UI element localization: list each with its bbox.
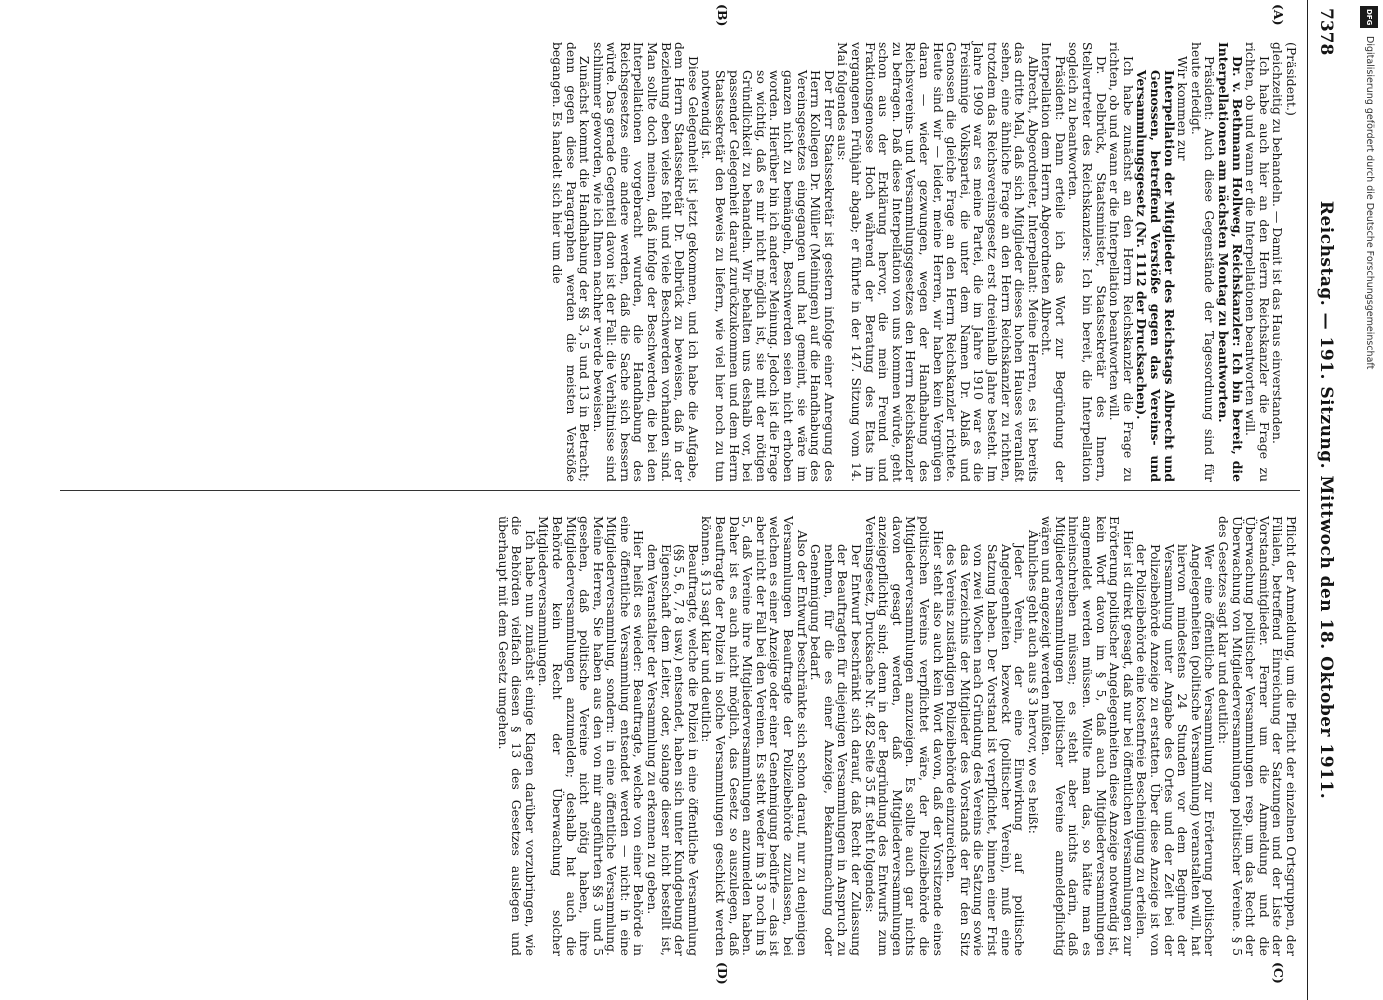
paragraph: Präsident: Auch diese Gegenstände der Tagesordnung sind für heute erledigt.: [1188, 42, 1218, 482]
column-divider: [60, 490, 1300, 491]
paragraph: Hier ist direkt gesagt, daß nur bei öffentlichen Versammlungen zur Erörterung politischer Angelegenheiten diese Anzeige notwendig ist, kein Wort davon im § 5, daß auch Mitgliederversammlungen angemeldet werden müssen. Wollte man das, so hätte man es hineinschreiben müssen; es steht aber nichts darin, daß Mitgliederversammlungen politischer Vereine anmeldepflichtig wären und angezeigt werden müßten.: [1039, 516, 1136, 956]
speaker-paragraph: Dr. v. Bethmann Hollweg, Reichskanzler: Ich bin bereit, die Interpellationen am nächsten Montag zu beantworten.: [1216, 42, 1245, 482]
paragraph: gleichzeitig zu behandeln. — Damit ist das Haus einverstanden.: [1270, 42, 1286, 444]
dfg-logo: DFG: [1360, 6, 1378, 28]
paragraph: Ich habe nun zunächst einige Klagen darüber vorzubringen, wie die Behörden vielfach diesen § 13 des Gesetzes auslegen und überhaupt mit dem Gesetz umgehen.: [495, 516, 538, 956]
margin-marker-a: (A): [1271, 4, 1286, 26]
paragraph: Präsident: Dann erteile ich das Wort zur Begründung der Interpellation dem Herrn Abgeordneten Albrecht.: [1039, 42, 1068, 482]
paragraph: Pflicht der Anmeldung, um die Pflicht der einzelnen Ortsgruppen, der Filialen, betreffend Einreichung der Satzungen und der Liste der Vorstandsmitglieder. Ferner um die Anmeldung und die Überwachung politischer Versammlungen resp. um das Recht der Überwachung von Mitgliederversammlungen politischer Vereine. § 5 des Gesetzes sagt klar und deutlich:: [1216, 516, 1299, 956]
speaker-paragraph: Dr. Delbrück, Staatsminister, Staatssekretär des Innern, Stellvertreter des Reichskanzlers: Ich bin bereit, die Interpellation sogleich zu beantworten.: [1066, 42, 1109, 482]
page-number: 7378: [1316, 8, 1336, 56]
quoted-passage: Der Herr Staatssekretär ist gestern infolge einer Anregung des Herrn Kollegen Dr. Müller (Meiningen) auf die Handhabung des Vereinsgesetzes eingegangen und hat gemeint, sie wäre im ganzen nicht zu bemängeln, Beschwerden seien nicht erhoben worden. Hierüber bin ich anderer Meinung. Jedoch ist die Frage so wichtig, daß es mir nicht möglich ist, sie mit der nötigen Gründlichkeit zu behandeln. Wir behalten uns deshalb vor, bei passender Gelegenheit darauf zurückzukommen und dem Herrn Staatssekretär den Beweis zu liefern, wie viel hier noch zu tun notwendig ist.: [699, 70, 837, 482]
margin-marker-d: (D): [715, 962, 730, 985]
paragraph: (Präsident.): [1284, 42, 1299, 116]
speaker-paragraph: Albrecht, Abgeordneter, Interpellant: Meine Herren, es ist bereits das dritte Mal, daß sich Mitglieder dieses hohen Hauses veranlaßt sehen, eine ähnliche Frage an den Herrn Reichskanzler zu richten, trotzdem das Reichsvereinsgesetz erst dreieinhalb Jahre besteht. Im Jahre 1909 war es meine Partei, die im Jahre 1910 war es die Freisinnige Volkspartei, die unter dem Namen Dr. Ablaß und Genossen die gleiche Frage an den Herrn Reichskanzler richtete. Heute sind wir — leider, meine Herren, wir haben kein Vergnügen daran — wieder gezwungen, wegen der Handhabung des Reichsvereins- und Versammlungsgesetzes den Herrn Reichskanzler zu befragen. Daß diese Interpellation von uns kommen würde, geht schon aus der Erklärung hervor, die mein Freund und Fraktionsgenosse Hoch während der Beratung des Etats im vergangenen Frühjahr abgab; er führte in der 147. Sitzung vom 14. Mai folgendes aus:: [835, 42, 1041, 482]
rotated-page: [42, 0, 1342, 1000]
quoted-passage: Jeder Verein, der eine Einwirkung auf politische Angelegenheiten bezweckt (politischer Verein), muß eine Satzung haben. Der Vorstand ist verpflichtet, binnen einer Frist von zwei Wochen nach Gründung des Vereins die Satzung sowie das Verzeichnis der Mitglieder des Vorstands der für den Sitz des Vereins zuständigen Polizeibehörde einzureichen.: [944, 544, 1028, 956]
paragraph: Hier steht also auch kein Wort davon, daß der Vorsitzende eines politischen Vereins verpflichtet wäre, der Polizeibehörde die Mitgliederversammlungen anzuzeigen. Es sollte auch gar nichts davon gesagt werden, daß Mitgliederversammlungen anzeigepflichtig sind; denn in der Begründung des Entwurfs zum Vereinsgesetz, Drucksache Nr. 482 Seite 35 ff. steht folgendes:: [862, 516, 946, 956]
paragraph: Ich habe zunächst an den Herrn Reichskanzler die Frage zu richten, ob und wann er die Interpellation beantworten will.: [1107, 42, 1136, 482]
digitization-credit: Digitalisierung gefördert durch die Deutsche Forschungsgemeinschaft: [1364, 36, 1375, 370]
header-rule: [1307, 0, 1308, 1000]
paragraph: Hier heißt es wieder: Beauftragte, welche von einer Behörde in eine öffentliche Versammlung entsendet werden — nicht: in eine Mitgliederversammlung, sondern: in eine öffentliche Versammlung. Meine Herren, Sie haben aus den von mir angeführten §§ 3 und 5 gesehen, daß politische Vereine nicht nötig haben, ihre Mitgliederversammlungen anzumelden; deshalb hat auch die Behörde kein Recht der Überwachung solcher Mitgliederversammlungen.: [536, 516, 647, 956]
quoted-passage: Der Entwurf beschränkt sich darauf, daß Recht der Zulassung der Beauftragten für diejenigen Versammlungen in Anspruch zu nehmen, für die es einer Anzeige, Bekanntmachung oder Genehmigung bedarf.: [808, 544, 864, 956]
page-title: Reichstag. — 191. Sitzung. Mittwoch den 18. Oktober 1911.: [1316, 200, 1336, 800]
quoted-passage: Wer eine öffentliche Versammlung zur Erörterung politischer Angelegenheiten (politische Versammlung) veranstalten will, hat hiervon mindestens 24 Stunden vor dem Beginne der Versammlung unter Angabe des Ortes und der Zeit bei der Polizeibehörde Anzeige zu erstatten. Über diese Anzeige ist von der Polizeibehörde eine kostenfreie Bescheinigung zu erteilen.: [1134, 544, 1218, 956]
paragraph: Zunächst kommt die Handhabung der §§ 3, 5 und 13 in Betracht; denn gegen diese Paragraphen werden die meisten Verstöße begangen. Es handelt sich hier um die: [549, 42, 593, 482]
paragraph: Also der Entwurf beschränkte sich schon darauf, nur zu denjenigen Versammlungen Beauftragte der Polizeibehörde zuzulassen, bei welchen es einer Anzeige oder einer Genehmigung bedürfe — das ist aber nicht der Fall bei den Vereinen. Es steht weder im § 3 noch im § 5, daß Vereine ihre Mitgliederversammlungen anzumelden haben. Daher ist es auch nicht möglich, das Gesetz so auszulegen, daß Beauftragte der Polizei in solche Versammlungen geschickt werden können. § 13 sagt klar und deutlich:: [699, 516, 810, 956]
right-column: [496, 516, 1298, 956]
running-header: [1300, 0, 1342, 1000]
paragraph: Ähnliches geht auch aus § 3 hervor, wo es heißt:: [1025, 530, 1041, 834]
left-column: [550, 42, 1298, 482]
quoted-passage: Beauftragte, welche die Polizei in eine öffentliche Versammlung (§§ 5, 6, 7, 8 usw.) entsendet, haben sich unter Kundgebung der Eigenschaft dem Leiter, oder, solange dieser nicht bestellt ist, dem Veranstalter der Versammlung zu erkennen zu geben.: [645, 544, 701, 956]
paragraph: Ich habe auch hier an den Herrn Reichskanzler die Frage zu richten, ob und wann er die Interpellationen beantworten will.: [1243, 42, 1272, 482]
margin-marker-c: (C): [1271, 962, 1286, 984]
paragraph: Wir kommen zur: [1175, 56, 1191, 161]
interpellation-title: Interpellation der Mitglieder des Reichstags Albrecht und Genossen, betreffend Verstöße gegen das Vereins- und Versammlungsgesetz (Nr. 1112 der Drucksachen).: [1134, 70, 1177, 482]
margin-marker-b: (B): [715, 4, 730, 27]
paragraph: Diese Gelegenheit ist jetzt gekommen, und ich habe die Aufgabe, dem Herrn Staatssekretär Dr. Delbrück zu beweisen, daß in der Beziehung eben vieles fehlt und viele Beschwerden vorhanden sind. Man sollte doch meinen, daß infolge der Beschwerden, die bei den Interpellationen vorgebracht wurden, die Handhabung des Reichsgesetzes eine andere werden, daß die Sache sich bessern würde. Das gerade Gegenteil davon ist der Fall: die Verhältnisse sind schlimmer geworden, wie ich Ihnen nachher werde beweisen.: [590, 42, 701, 482]
